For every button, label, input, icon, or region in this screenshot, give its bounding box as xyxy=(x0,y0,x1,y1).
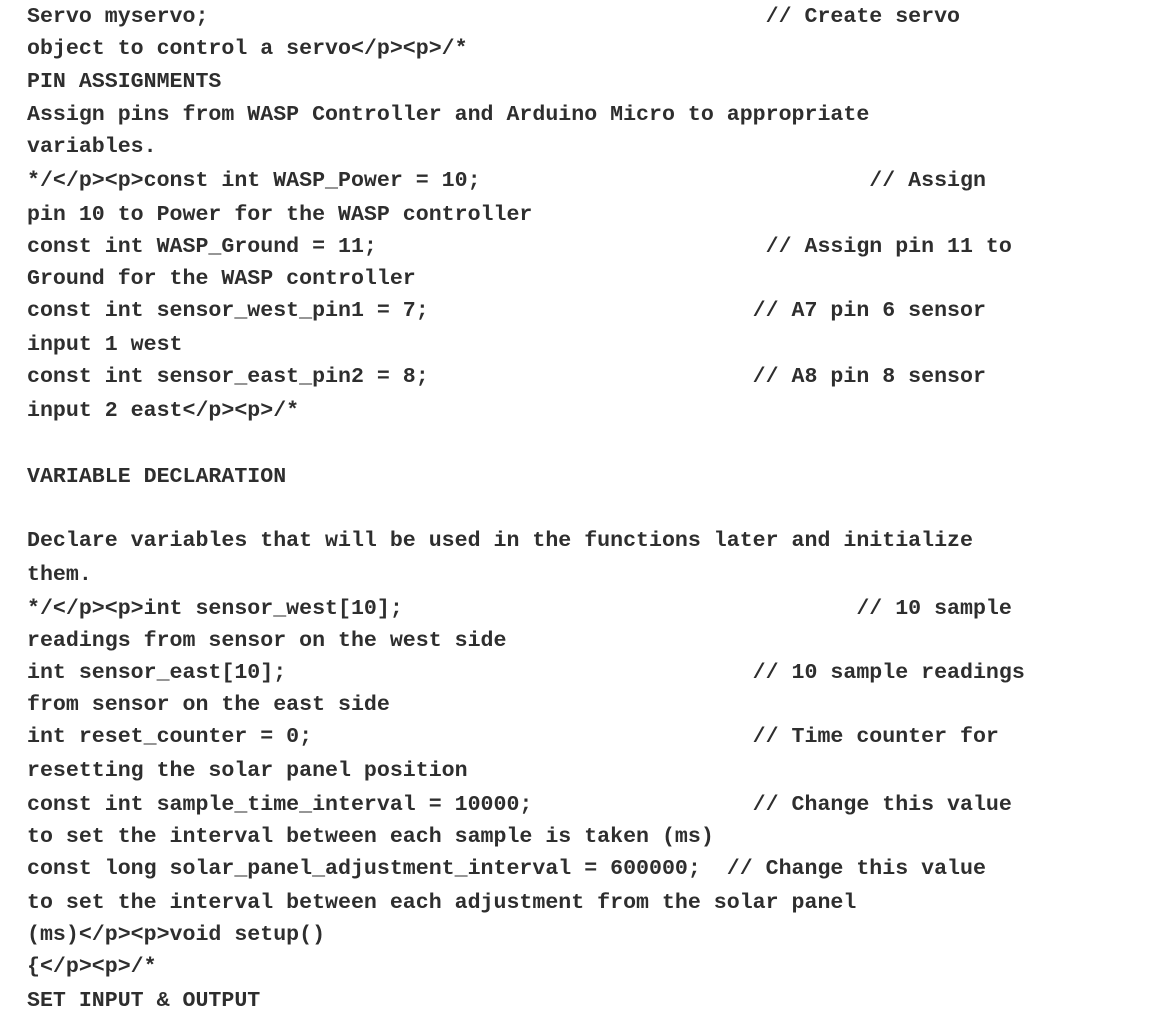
code-line: const long solar_panel_adjustment_interval = 600000; // Change this value xyxy=(27,857,986,881)
code-line: input 2 east</p><p>/* xyxy=(27,399,300,423)
code-line: VARIABLE DECLARATION xyxy=(27,465,287,489)
code-line: Ground for the WASP controller xyxy=(27,267,416,291)
code-line: Assign pins from WASP Controller and Arduino Micro to appropriate xyxy=(27,103,870,127)
code-line: object to control a servo</p><p>/* xyxy=(27,37,468,61)
code-line: const int WASP_Ground = 11; // Assign pin 11 to xyxy=(27,235,1012,259)
code-line: them. xyxy=(27,563,92,587)
code-line: PIN ASSIGNMENTS xyxy=(27,70,222,94)
code-line: pin 10 to Power for the WASP controller xyxy=(27,203,533,227)
code-line: resetting the solar panel position xyxy=(27,759,468,783)
code-line: const int sensor_west_pin1 = 7; // A7 pin 6 sensor xyxy=(27,299,986,323)
code-line: {</p><p>/* xyxy=(27,955,157,979)
code-line: (ms)</p><p>void setup() xyxy=(27,923,326,947)
code-line: readings from sensor on the west side xyxy=(27,629,507,653)
code-line: SET INPUT & OUTPUT xyxy=(27,989,261,1013)
code-line: Declare variables that will be used in the functions later and initialize xyxy=(27,529,973,553)
code-line: Servo myservo; // Create servo xyxy=(27,5,961,29)
code-line: int reset_counter = 0; // Time counter for xyxy=(27,725,999,749)
code-line: */</p><p>int sensor_west[10]; // 10 sample xyxy=(27,597,1012,621)
code-line: to set the interval between each sample is taken (ms) xyxy=(27,825,714,849)
code-line: const int sensor_east_pin2 = 8; // A8 pin 8 sensor xyxy=(27,365,986,389)
code-line: from sensor on the east side xyxy=(27,693,390,717)
code-line: to set the interval between each adjustment from the solar panel xyxy=(27,891,857,915)
code-line: */</p><p>const int WASP_Power = 10; // Assign xyxy=(27,169,986,193)
code-line: input 1 west xyxy=(27,333,183,357)
code-line: variables. xyxy=(27,135,157,159)
code-line: const int sample_time_interval = 10000; // Change this value xyxy=(27,793,1012,817)
code-line: int sensor_east[10]; // 10 sample readings xyxy=(27,661,1025,685)
